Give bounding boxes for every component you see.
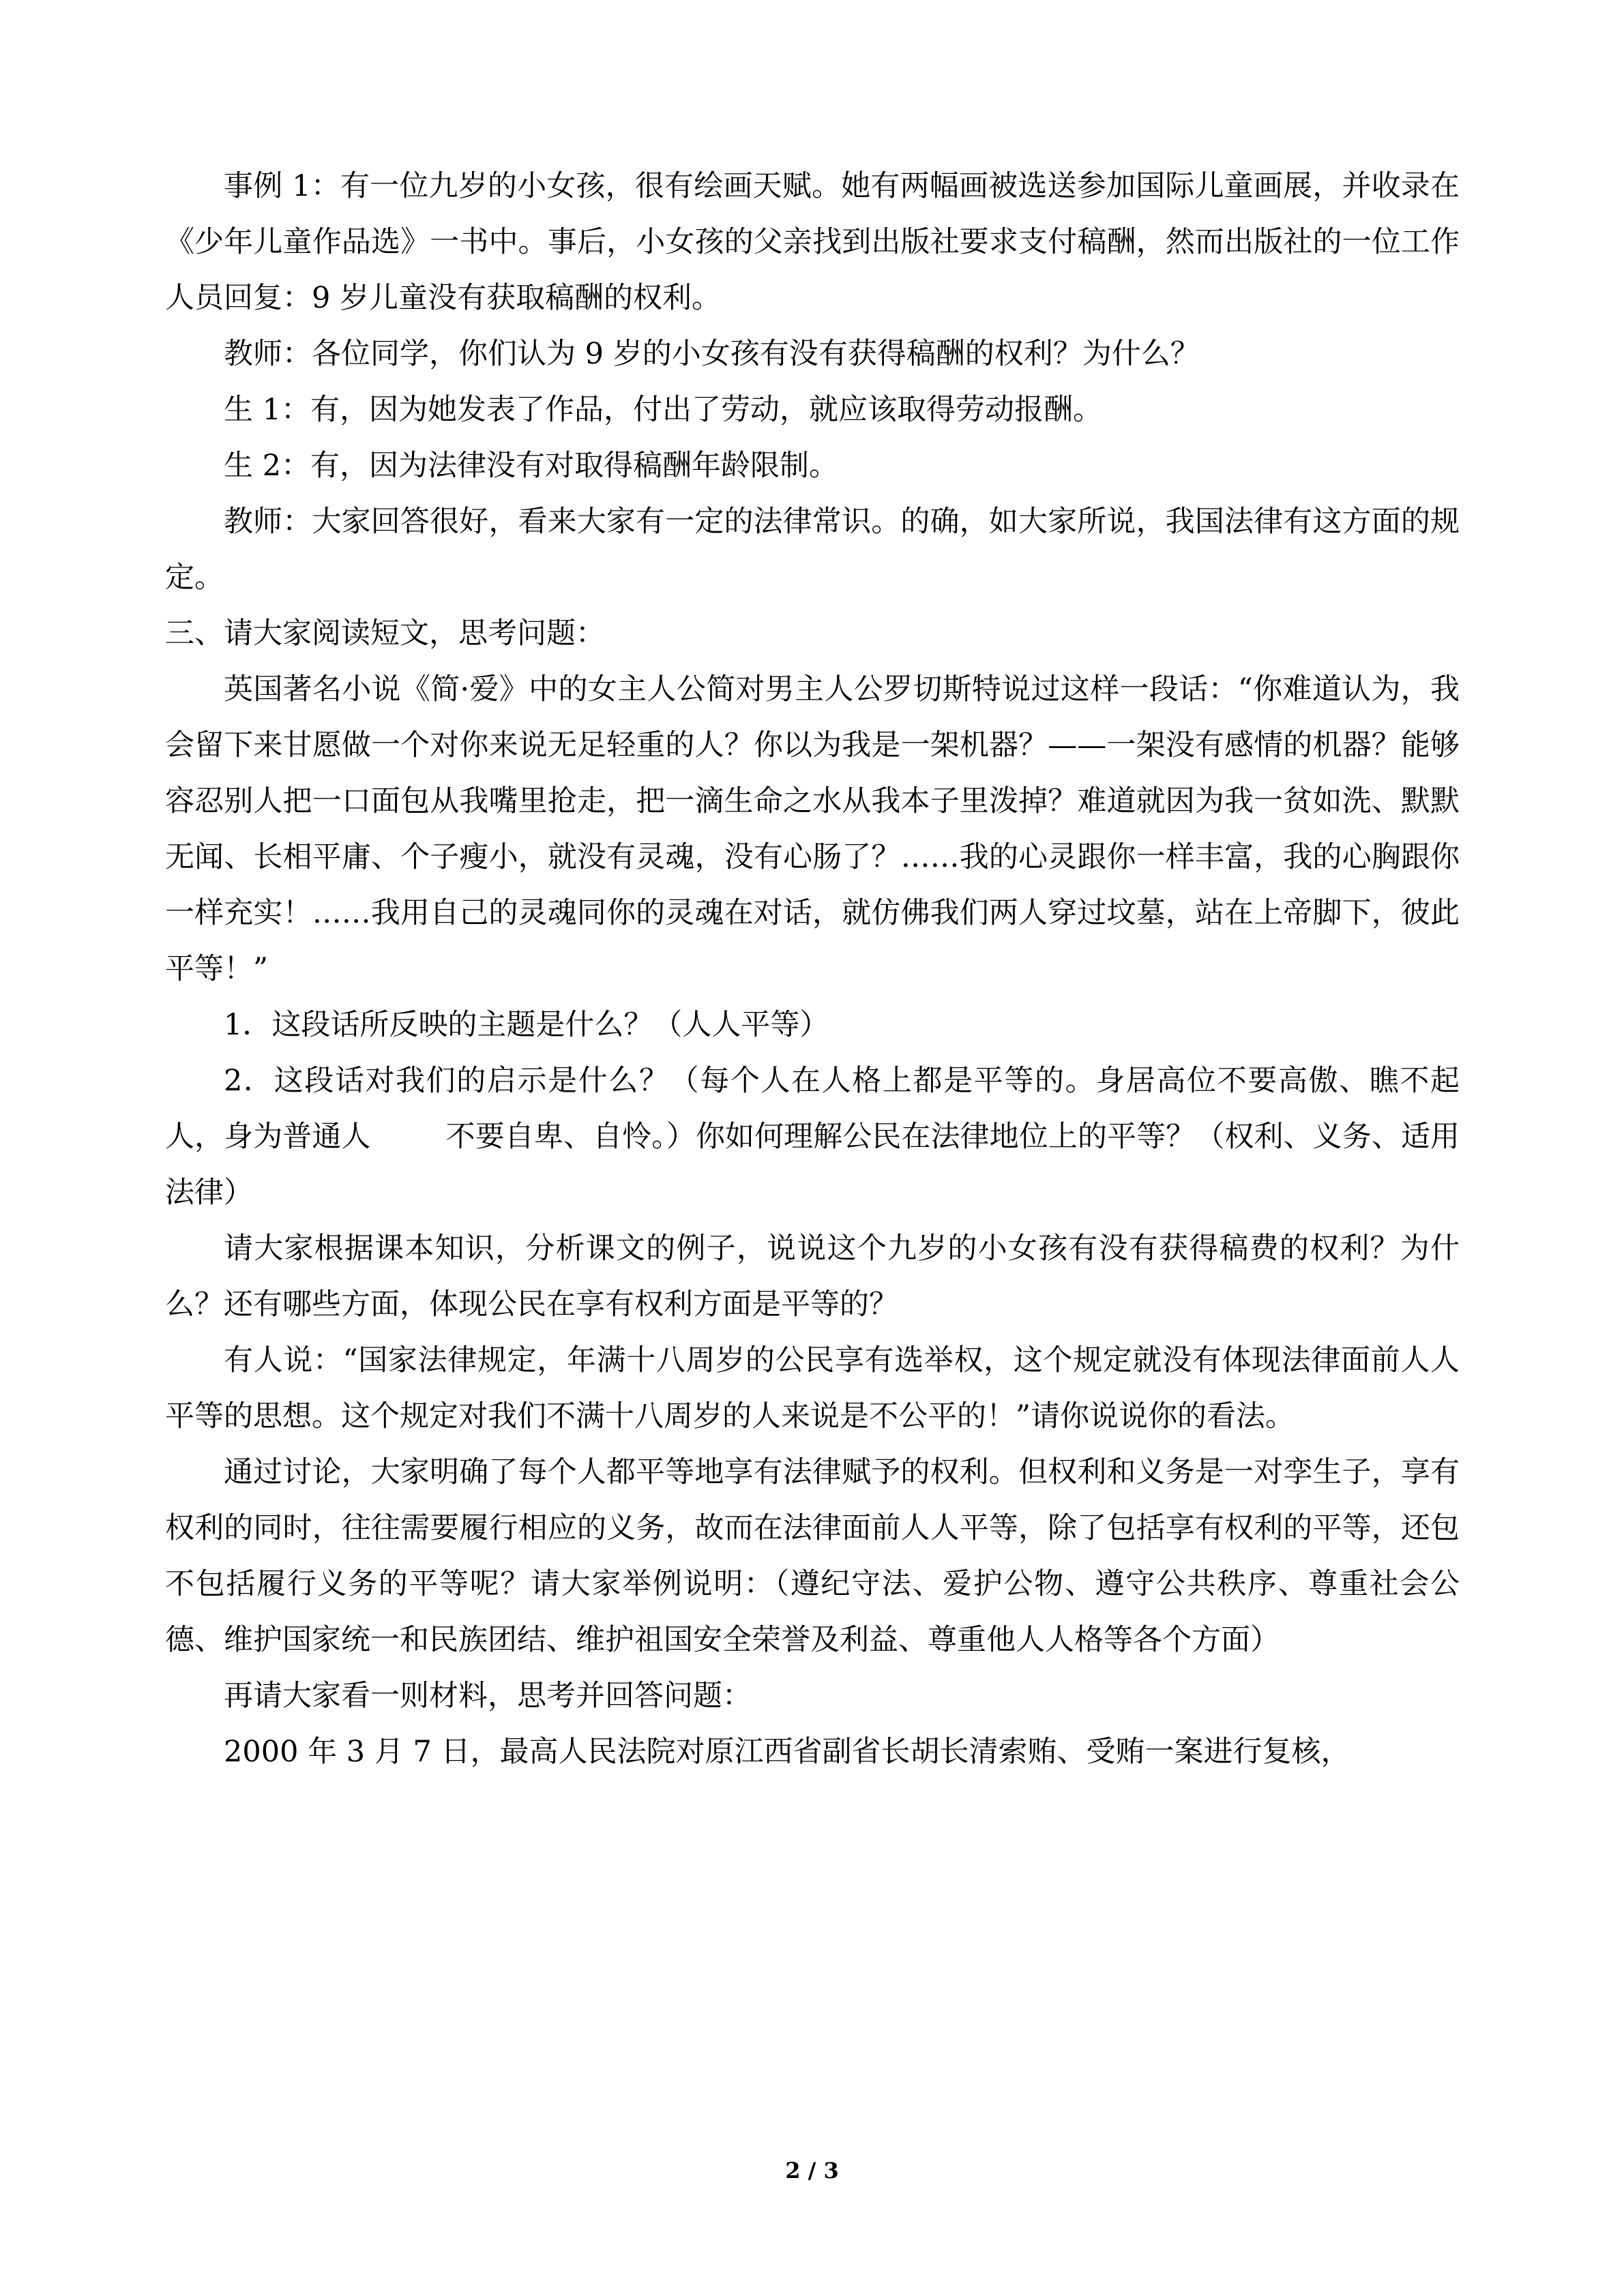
paragraph-teacher-question: 教师：各位同学，你们认为 9 岁的小女孩有没有获得稿酬的权利？为什么？: [224, 337, 1200, 371]
paragraph-student-1: 生 1：有，因为她发表了作品，付出了劳动，就应该取得劳动报酬。: [224, 393, 1103, 427]
question-2-part-b: 不要自卑、自怜。）你如何理解公民在法律地位上的平等？（权利、义务、适用法律）: [165, 1120, 1460, 1210]
paragraph-rights-duties: 通过讨论，大家明确了每个人都平等地享有法律赋予的权利。但权利和义务是一对孪生子，享有权利的同时，往往需要履行相应的义务，故而在法律面前人人平等，除了包括享有权利的平等，还包不包括履行义务的平等呢？请大家举例说明：（遵纪守法、爱护公物、遵守公共秩序、尊重社会公德、维护国家统一和民族团结、维护祖国安全荣誉及利益、尊重他人人格等各个方面）: [165, 1455, 1460, 1657]
paragraph-voting-right: 有人说：“国家法律规定，年满十八周岁的公民享有选举权，这个规定就没有体现法律面前人人平等的思想。这个规定对我们不满十八周岁的人来说是不公平的！”请你说说你的看法。: [165, 1343, 1460, 1433]
paragraph-jane-eyre-quote: 英国著名小说《简·爱》中的女主人公简对男主人公罗切斯特说过这样一段话：“你难道认为，我会留下来甘愿做一个对你来说无足轻重的人？你以为我是一架机器？——一架没有感情的机器？能够容忍别人把一口面包从我嘴里抢走，把一滴生命之水从我本子里泼掉？难道就因为我一贫如洗、默默无闻、长相平庸、个子瘦小，就没有灵魂，没有心肠了？……我的心灵跟你一样丰富，我的心胸跟你一样充实！……我用自己的灵魂同你的灵魂在对话，就仿佛我们两人穿过坟墓，站在上帝脚下，彼此平等！”: [165, 672, 1460, 986]
question-2: [165, 1053, 1460, 1221]
question-2-part-a: 2．这段话对我们的启示是什么？（每个人在人格上都是平等的。身居高位不要高傲、瞧不起人，身为普通人: [165, 1064, 1460, 1154]
paragraph-analysis-prompt: 请大家根据课本知识，分析课文的例子，说说这个九岁的小女孩有没有获得稿费的权利？为什么？还有哪些方面，体现公民在享有权利方面是平等的？: [165, 1232, 1460, 1322]
section-heading-three: 三、请大家阅读短文，思考问题：: [165, 616, 605, 651]
paragraph-student-2: 生 2：有，因为法律没有对取得稿酬年龄限制。: [224, 449, 839, 483]
paragraph-teacher-reply: 教师：大家回答很好，看来大家有一定的法律常识。的确，如大家所说，我国法律有这方面的规定。: [165, 505, 1460, 595]
paragraph-case-date: 2000 年 3 月 7 日，最高人民法院对原江西省副省长胡长清索贿、受贿一案进行复核，: [224, 1735, 1350, 1769]
page-number: 2 / 3: [785, 2158, 839, 2183]
document-body: [165, 158, 1460, 1780]
paragraph-material-prompt: 再请大家看一则材料，思考并回答问题：: [224, 1679, 752, 1713]
question-1: 1．这段话所反映的主题是什么？（人人平等）: [224, 1008, 829, 1042]
paragraph-case-1: 事例 1：有一位九岁的小女孩，很有绘画天赋。她有两幅画被选送参加国际儿童画展，并收录在《少年儿童作品选》一书中。事后，小女孩的父亲找到出版社要求支付稿酬，然而出版社的一位工作人员回复：9 岁儿童没有获取稿酬的权利。: [165, 169, 1460, 315]
